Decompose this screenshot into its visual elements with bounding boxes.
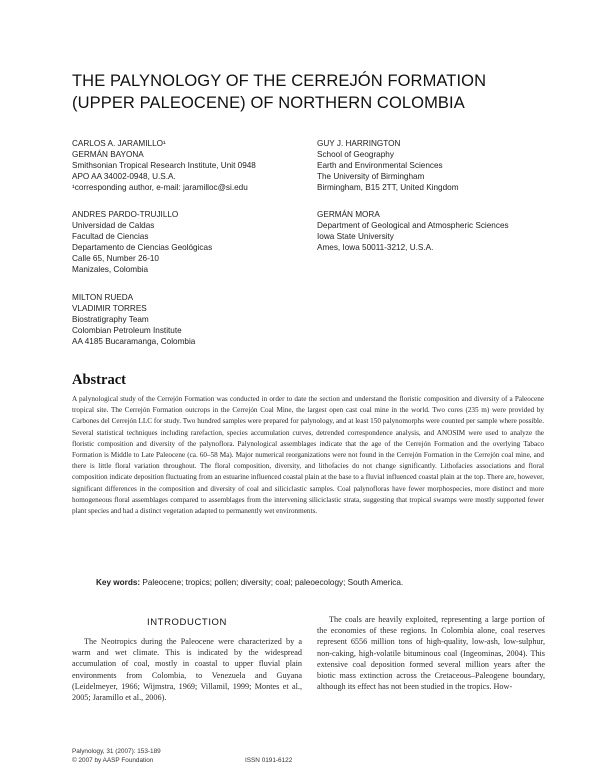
author-name: VLADIMIR TORRES (72, 304, 147, 313)
corresponding-author-email[interactable]: ¹corresponding author, e-mail: jaramilloc@si.edu (72, 183, 248, 192)
paper-title (72, 70, 542, 114)
author-name: GERMÁN BAYONA (72, 150, 144, 159)
affiliation-line: Colombian Petroleum Institute (72, 326, 182, 335)
author-name: MILTON RUEDA (72, 293, 134, 302)
keywords-label: Key words: (96, 578, 141, 587)
keywords (96, 578, 536, 587)
title-line-1: THE PALYNOLOGY OF THE CERREJÓN FORMATION (72, 72, 487, 90)
author-name: GERMÁN MORA (317, 210, 380, 219)
affiliation-line: Facultad de Ciencias (72, 232, 149, 241)
author-name: ANDRES PARDO-TRUJILLO (72, 210, 179, 219)
title-line-2: (UPPER PALEOCENE) OF NORTHERN COLOMBIA (72, 94, 465, 112)
affiliation-line: Iowa State University (317, 232, 394, 241)
affiliation-line: Universidad de Caldas (72, 221, 155, 230)
author-block-pardo-trujillo (72, 209, 212, 275)
author-block-mora (317, 209, 509, 253)
author-name: GUY J. HARRINGTON (317, 139, 401, 148)
author-block-harrington (317, 138, 459, 193)
affiliation-line: Earth and Environmental Sciences (317, 161, 443, 170)
affiliation-line: Biostratigraphy Team (72, 315, 149, 324)
abstract-heading: Abstract (72, 372, 126, 388)
issn: ISSN 0191-6122 (245, 756, 293, 764)
affiliation-line: APO AA 34002-0948, U.S.A. (72, 172, 176, 181)
affiliation-line: Department of Geological and Atmospheric Sciences (317, 221, 509, 230)
affiliation-line: Ames, Iowa 50011-3212, U.S.A. (317, 243, 434, 252)
page-footer (72, 748, 542, 765)
affiliation-line: Calle 65, Number 26-10 (72, 254, 159, 263)
author-name: CARLOS A. JARAMILLO¹ (72, 139, 166, 148)
affiliation-line: The University of Birmingham (317, 172, 425, 181)
copyright-notice: © 2007 by AASP Foundation (72, 756, 154, 764)
affiliation-line: School of Geography (317, 150, 394, 159)
affiliation-line: Birmingham, B15 2TT, United Kingdom (317, 183, 459, 192)
author-block-rueda-torres (72, 292, 195, 347)
introduction-heading: INTRODUCTION (146, 617, 228, 628)
affiliation-line: AA 4185 Bucaramanga, Colombia (72, 337, 196, 346)
author-block-jaramillo-bayona (72, 138, 256, 193)
keywords-text: Paleocene; tropics; pollen; diversity; coal; paleoecology; South America. (142, 578, 404, 587)
introduction-right-column: The coals are heavily exploited, representing a large portion of the economies of these regions. In Colombia alone, coal reserves represent 6556 million tons of high-quality, low-ash, low-sulphur, non-caking, high-volatile bituminous coal (Ingeominas, 2004). This extensive coal deposition formed several million years after the biotic mass extinction across the Cretaceous–Paleogene boundary, although its effect has not been studied in the tropics. How- (317, 615, 545, 692)
affiliation-line: Departamento de Ciencias Geológicas (72, 243, 213, 252)
affiliation-line: Manizales, Colombia (72, 265, 148, 274)
affiliation-line: Smithsonian Tropical Research Institute, Unit 0948 (72, 161, 256, 170)
introduction-left-column: The Neotropics during the Paleocene were characterized by a warm and wet climate. This is indicated by the widespread accumulation of coal, mostly in coastal to upper fluvial plain environments from Colombia, to Venezuela and Guyana (Leidelmeyer, 1966; Wijmstra, 1969; Villamil, 1999; Montes et al., 2005; Jaramillo et al., 2006). (72, 637, 302, 703)
journal-citation: Palynology, 31 (2007): 153-189 (72, 748, 161, 755)
abstract-text: A palynological study of the Cerrejón Formation was conducted in order to date the section and understand the floristic composition and diversity of a Paleocene tropical site. The Cerrejón Formation outcrops in the Cerrejón Coal Mine, the largest open cast coal mine in the world. Two cores (235 m) were provided by Carbones del Cerrejón LLC for study. Two hundred samples were prepared for palynology, and at least 150 palynomorphs were counted per sample where possible. Several statistical techniques including rarefaction, species accumulation curves, detrended correspondence analysis, and ANOSIM were used to analyze the floristic composition and diversity of the palynoflora. Palynological assemblages indicate that the age of the Cerrejón Formation and the overlying Tabaco Formation is Middle to Late Paleocene (ca. 60–58 Ma). Major numerical reorganizations were not found in the Cerrejón Formation in the Cerrejón coal mine, and there is little floral variation throughout. The floral composition, diversity, and lithofacies do not change significantly. Lithofacies associations and floral composition indicate deposition fluctuating from an estuarine influenced coastal plain at the base to a fluvial influenced coastal plain at the top. There are, however, significant differences in the composition and diversity of coal and siliciclastic samples. Coal palynofloras have fewer morphospecies, more distinct and more homogeneous floral assemblages compared to assemblages from the intervening siliciclastic strata, suggesting that tropical swamps were mostly supported fewer plant species and had a distinct vegetation adapted to permanently wet environments. (72, 395, 544, 516)
